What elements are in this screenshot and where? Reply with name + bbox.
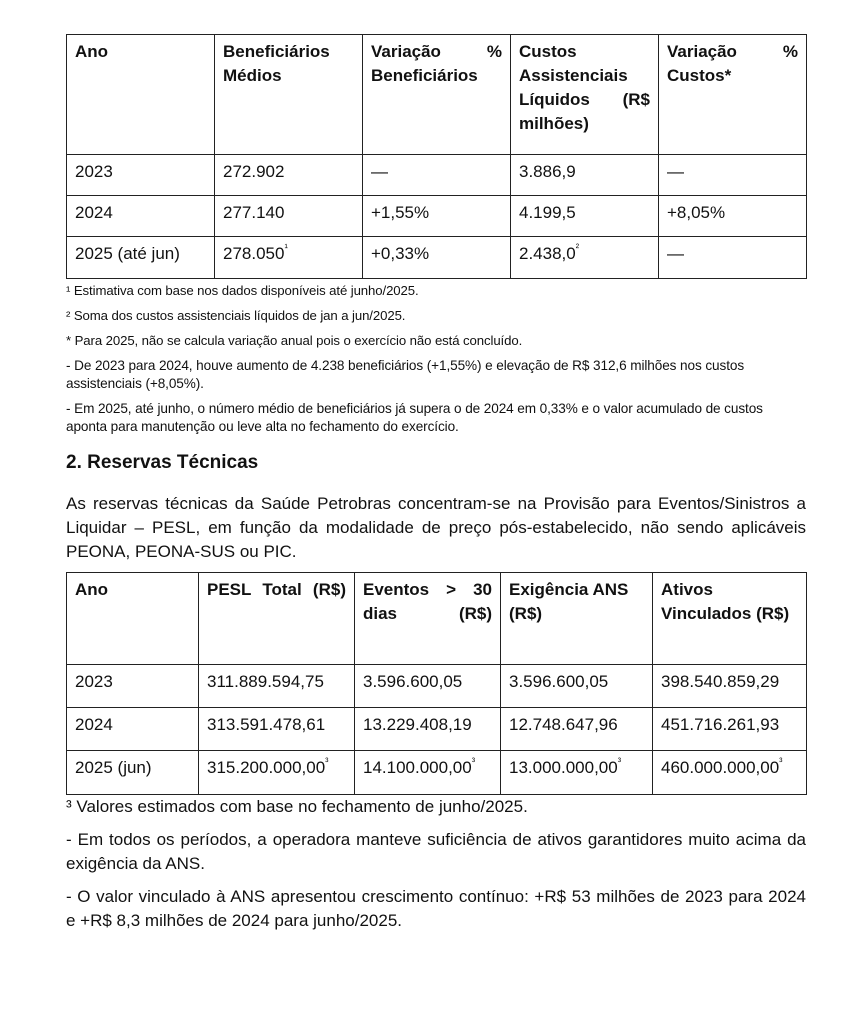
- header-ativos-vinculados: Ativos Vinculados (R$): [653, 573, 807, 665]
- document-page: [66, 34, 806, 933]
- table-row: [67, 665, 807, 708]
- value: 278.050: [223, 244, 285, 263]
- cell-pesl: [199, 665, 355, 708]
- cell-pesl: [199, 708, 355, 751]
- footnote-marker: ³: [617, 757, 622, 768]
- cell-eventos: [355, 751, 501, 795]
- value: 14.100.000,00: [363, 758, 472, 777]
- cell-ativos: [653, 708, 807, 751]
- cell-beneficiarios: [215, 155, 363, 196]
- cell-exigencia: [501, 665, 653, 708]
- beneficiaries-costs-table: [66, 34, 807, 279]
- footnote-2: ² Soma dos custos assistenciais líquidos de jan a jun/2025.: [66, 308, 406, 323]
- cell-ativos: [653, 751, 807, 795]
- cell-ativos: [653, 665, 807, 708]
- value: 451.716.261,93: [661, 715, 780, 734]
- cell-exigencia: [501, 708, 653, 751]
- table-header-row: [67, 35, 807, 155]
- header-ano: Ano: [67, 573, 199, 665]
- header-variacao-beneficiarios: Variação % Beneficiários: [363, 35, 511, 155]
- cell-variacao-custos: —: [659, 237, 807, 279]
- footnote-1: ¹ Estimativa com base nos dados disponíveis até junho/2025.: [66, 283, 419, 298]
- section-heading: 2. Reservas Técnicas: [66, 452, 259, 473]
- value: 3.886,9: [519, 162, 576, 181]
- footnote-3: ³ Valores estimados com base no fechamento de junho/2025.: [66, 797, 528, 816]
- value: 460.000.000,00: [661, 758, 780, 777]
- value: 3.596.600,05: [363, 672, 463, 691]
- header-beneficiarios-medios: Beneficiários Médios: [215, 35, 363, 155]
- header-eventos-30-dias: Eventos > 30 dias (R$): [355, 573, 501, 665]
- cell-variacao-custos: +8,05%: [659, 196, 807, 237]
- header-pesl-total: PESL Total (R$): [199, 573, 355, 665]
- cell-eventos: [355, 665, 501, 708]
- footnote-marker: ¹: [284, 243, 288, 254]
- section-intro: As reservas técnicas da Saúde Petrobras concentram-se na Provisão para Eventos/Sinistros a Liquidar – PESL, em função da modalidade de preço pós-estabelecido, não sendo aplicáveis PEONA, PEONA-SUS ou PIC.: [66, 494, 806, 561]
- value: 272.902: [223, 162, 285, 181]
- cell-ano: 2023: [67, 155, 215, 196]
- value: 313.591.478,61: [207, 715, 326, 734]
- cell-ano: 2025 (jun): [67, 751, 199, 795]
- value: 2.438,0: [519, 244, 576, 263]
- footnote-marker: ³: [471, 757, 476, 768]
- value: 3.596.600,05: [509, 672, 609, 691]
- note-growth: - O valor vinculado à ANS apresentou crescimento contínuo: +R$ 53 milhões de 2023 para 2024 e +R$ 8,3 milhões de 2024 para junho/2025.: [66, 887, 806, 930]
- table-row: [67, 708, 807, 751]
- note-2023-2024: - De 2023 para 2024, houve aumento de 4.238 beneficiários (+1,55%) e elevação de R$ 312,6 milhões nos custos assistenciais (+8,05%).: [66, 358, 745, 391]
- cell-ano: 2023: [67, 665, 199, 708]
- cell-beneficiarios: [215, 237, 363, 279]
- value: 4.199,5: [519, 203, 576, 222]
- footnote-marker: ²: [575, 243, 580, 254]
- value: 13.229.408,19: [363, 715, 472, 734]
- footnote-asterisk: * Para 2025, não se calcula variação anual pois o exercício não está concluído.: [66, 333, 523, 348]
- table-row: [67, 155, 807, 196]
- value: 12.748.647,96: [509, 715, 618, 734]
- value: 315.200.000,00: [207, 758, 326, 777]
- value: 277.140: [223, 203, 285, 222]
- cell-eventos: [355, 708, 501, 751]
- cell-ano: 2024: [67, 708, 199, 751]
- cell-pesl: [199, 751, 355, 795]
- cell-variacao-beneficiarios: +1,55%: [363, 196, 511, 237]
- header-ano: Ano: [67, 35, 215, 155]
- table-header-row: [67, 573, 807, 665]
- table-row: [67, 237, 807, 279]
- header-exigencia-ans: Exigência ANS (R$): [501, 573, 653, 665]
- cell-variacao-custos: —: [659, 155, 807, 196]
- cell-exigencia: [501, 751, 653, 795]
- value: 398.540.859,29: [661, 672, 780, 691]
- note-sufficiency: - Em todos os períodos, a operadora manteve suficiência de ativos garantidores muito acima da exigência da ANS.: [66, 830, 806, 873]
- cell-custos: [511, 155, 659, 196]
- table-row: [67, 196, 807, 237]
- cell-beneficiarios: [215, 196, 363, 237]
- technical-reserves-table: [66, 572, 807, 795]
- note-2025: - Em 2025, até junho, o número médio de beneficiários já supera o de 2024 em 0,33% e o valor acumulado de custos aponta para manutenção ou leve alta no fechamento do exercício.: [66, 401, 763, 434]
- value: 311.889.594,75: [207, 672, 324, 691]
- cell-variacao-beneficiarios: —: [363, 155, 511, 196]
- value: 13.000.000,00: [509, 758, 618, 777]
- footnote-marker: ³: [779, 757, 783, 768]
- header-variacao-custos: Variação % Custos*: [659, 35, 807, 155]
- cell-ano: 2024: [67, 196, 215, 237]
- header-custos-assistenciais: Custos Assistenciais Líquidos (R$ milhões): [511, 35, 659, 155]
- table-row: [67, 751, 807, 795]
- cell-ano: 2025 (até jun): [67, 237, 215, 279]
- cell-variacao-beneficiarios: +0,33%: [363, 237, 511, 279]
- cell-custos: [511, 196, 659, 237]
- cell-custos: [511, 237, 659, 279]
- footnote-marker: ³: [325, 757, 329, 768]
